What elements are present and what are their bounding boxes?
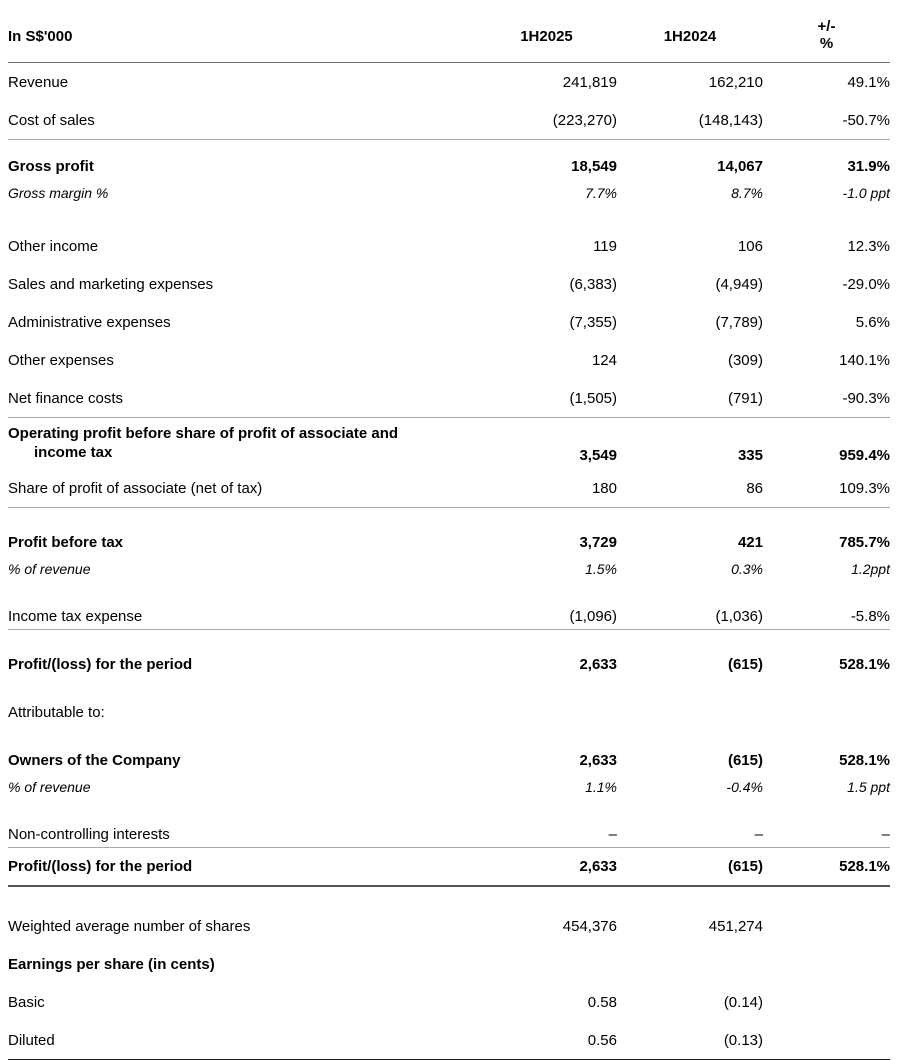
row-value-income-tax-variance: -5.8% <box>763 604 890 630</box>
row-label-net-finance-costs: Net finance costs <box>8 380 476 418</box>
row-value-profit-loss-total-variance: 528.1% <box>763 848 890 886</box>
row-value-other-expenses-1h2024: (309) <box>727 352 763 369</box>
table-row <box>8 908 890 946</box>
row-spacer <box>8 678 890 700</box>
spacer-cell <box>476 630 617 652</box>
row-label-sales-marketing-expenses: Sales and marketing expenses <box>8 276 214 293</box>
row-value-owners-variance: 528.1% <box>839 752 890 769</box>
table-row <box>8 848 890 886</box>
row-value-eps-basic-1h2025: 0.58 <box>587 994 617 1011</box>
row-label-attributable-to: Attributable to: <box>8 704 105 721</box>
row-value-weighted-shares-1h2024: 451,274 <box>708 918 763 935</box>
spacer-cell <box>763 886 890 908</box>
row-value-profit-loss-period-variance: 528.1% <box>839 656 890 673</box>
spacer-cell <box>8 886 476 908</box>
row-value-pct-revenue-pbt-variance: 1.2ppt <box>851 560 890 577</box>
spacer-cell <box>476 206 617 228</box>
row-spacer <box>8 726 890 748</box>
row-label-share-of-profit-associate: Share of profit of associate (net of tax) <box>8 470 476 508</box>
row-value-pct-revenue-owners-1h2024: -0.4% <box>726 778 763 795</box>
row-label-non-controlling-interests: Non-controlling interests <box>8 822 476 848</box>
spacer-cell <box>763 800 890 822</box>
table-row <box>8 556 890 582</box>
spacer-cell <box>476 508 617 530</box>
row-label-weighted-average-shares: Weighted average number of shares <box>8 918 251 935</box>
spacer-cell <box>617 140 763 154</box>
table-row <box>8 266 890 304</box>
row-value-net-finance-costs-1h2025: (1,505) <box>476 380 617 418</box>
row-value-profit-loss-period-1h2024: (615) <box>727 656 763 673</box>
spacer-cell <box>8 678 476 700</box>
table-header-row <box>8 10 890 63</box>
row-value-pct-revenue-pbt-1h2025: 1.5% <box>585 560 617 577</box>
row-label-earnings-per-share: Earnings per share (in cents) <box>8 956 215 973</box>
row-label-profit-loss-period: Profit/(loss) for the period <box>8 656 193 673</box>
spacer-cell <box>476 726 617 748</box>
spacer-cell <box>476 140 617 154</box>
spacer-cell <box>617 508 763 530</box>
column-header-variance <box>763 10 890 63</box>
row-value-profit-loss-total-1h2025: 2,633 <box>476 848 617 886</box>
row-value-owners-1h2024: (615) <box>727 752 763 769</box>
row-value-income-tax-1h2025: (1,096) <box>476 604 617 630</box>
spacer-cell <box>763 140 890 154</box>
row-value-pct-revenue-owners-variance: 1.5 ppt <box>847 778 890 795</box>
spacer-cell <box>476 678 617 700</box>
row-value-attributable-1h2025 <box>476 700 617 726</box>
row-spacer <box>8 630 890 652</box>
row-value-nci-1h2025: – <box>476 822 617 848</box>
row-value-pct-revenue-owners-1h2025: 1.1% <box>585 778 617 795</box>
row-spacer <box>8 508 890 530</box>
variance-header-percent: % <box>819 35 834 52</box>
row-spacer <box>8 582 890 604</box>
row-spacer <box>8 800 890 822</box>
row-value-pct-revenue-pbt-1h2024: 0.3% <box>731 560 763 577</box>
row-value-other-expenses-1h2025: 124 <box>591 352 617 369</box>
row-value-weighted-shares-1h2025: 454,376 <box>562 918 617 935</box>
spacer-cell <box>617 630 763 652</box>
row-spacer <box>8 206 890 228</box>
row-value-other-income-1h2024: 106 <box>737 238 763 255</box>
table-row <box>8 530 890 556</box>
table-row <box>8 63 890 102</box>
row-value-gross-profit-1h2025: 18,549 <box>571 158 617 175</box>
table-row <box>8 1022 890 1060</box>
row-value-cost-of-sales-variance: -50.7% <box>763 102 890 140</box>
row-value-eps-header-variance <box>763 946 890 984</box>
income-statement-table <box>8 10 890 1060</box>
row-value-gross-profit-variance: 31.9% <box>847 158 890 175</box>
row-value-share-of-profit-1h2025: 180 <box>476 470 617 508</box>
row-label-revenue: Revenue <box>8 73 69 91</box>
spacer-cell <box>8 582 476 604</box>
table-row <box>8 700 890 726</box>
spacer-cell <box>763 582 890 604</box>
column-header-year-prior: 1H2024 <box>617 10 763 63</box>
row-label-income-tax-expense: Income tax expense <box>8 604 476 630</box>
row-value-operating-profit-variance: 959.4% <box>839 446 890 464</box>
spacer-cell <box>763 726 890 748</box>
table-row <box>8 774 890 800</box>
row-label-gross-profit: Gross profit <box>8 158 94 175</box>
table-row <box>8 946 890 984</box>
row-label-gross-margin: Gross margin % <box>8 184 109 201</box>
row-value-eps-diluted-1h2024: (0.13) <box>723 1031 763 1049</box>
row-value-profit-before-tax-1h2024: 421 <box>737 534 763 551</box>
row-label-operating-profit <box>8 418 476 470</box>
row-value-net-finance-costs-variance: -90.3% <box>763 380 890 418</box>
row-value-profit-before-tax-variance: 785.7% <box>839 534 890 551</box>
spacer-cell <box>8 630 476 652</box>
row-label-pct-of-revenue-owners: % of revenue <box>8 778 91 795</box>
row-value-eps-basic-variance <box>763 984 890 1022</box>
row-value-administrative-1h2024: (7,789) <box>715 314 763 331</box>
row-value-eps-diluted-variance <box>763 1022 890 1060</box>
row-value-operating-profit-1h2024: 335 <box>737 446 763 464</box>
spacer-cell <box>8 508 476 530</box>
spacer-cell <box>8 140 476 154</box>
row-value-share-of-profit-variance: 109.3% <box>763 470 890 508</box>
row-value-administrative-variance: 5.6% <box>855 314 890 331</box>
row-value-sales-marketing-1h2024: (4,949) <box>715 276 763 293</box>
spacer-cell <box>476 800 617 822</box>
row-value-cost-of-sales-1h2025: (223,270) <box>476 102 617 140</box>
row-value-revenue-variance: 49.1% <box>847 73 890 91</box>
column-header-label: In S$'000 <box>8 10 476 63</box>
row-spacer <box>8 886 890 908</box>
column-header-year-current: 1H2025 <box>476 10 617 63</box>
spacer-cell <box>8 206 476 228</box>
row-value-profit-before-tax-1h2025: 3,729 <box>579 534 617 551</box>
table-row <box>8 604 890 630</box>
operating-profit-label-line2: income tax <box>34 443 113 461</box>
table-row <box>8 380 890 418</box>
table-row <box>8 418 890 470</box>
row-value-administrative-1h2025: (7,355) <box>569 314 617 331</box>
row-value-net-finance-costs-1h2024: (791) <box>617 380 763 418</box>
table-row <box>8 822 890 848</box>
row-label-pct-of-revenue-pbt: % of revenue <box>8 560 91 577</box>
row-value-sales-marketing-variance: -29.0% <box>842 276 890 293</box>
row-value-nci-1h2024: – <box>617 822 763 848</box>
row-value-eps-diluted-1h2025: 0.56 <box>587 1031 617 1049</box>
row-value-gross-profit-1h2024: 14,067 <box>717 158 763 175</box>
spacer-cell <box>617 582 763 604</box>
row-value-profit-loss-period-1h2025: 2,633 <box>579 656 617 673</box>
row-label-owners-of-company: Owners of the Company <box>8 752 181 769</box>
row-label-eps-basic: Basic <box>8 994 45 1011</box>
table-row <box>8 748 890 774</box>
spacer-cell <box>763 630 890 652</box>
row-value-nci-variance: – <box>763 822 890 848</box>
row-label-profit-before-tax: Profit before tax <box>8 534 124 551</box>
variance-header-symbol: +/- <box>817 18 836 36</box>
spacer-cell <box>617 678 763 700</box>
row-value-income-tax-1h2024: (1,036) <box>617 604 763 630</box>
spacer-cell <box>476 582 617 604</box>
row-value-revenue-1h2024: 162,210 <box>708 73 763 91</box>
spacer-cell <box>763 508 890 530</box>
row-spacer <box>8 140 890 154</box>
spacer-cell <box>8 726 476 748</box>
spacer-cell <box>8 800 476 822</box>
row-value-gross-margin-1h2024: 8.7% <box>731 184 763 201</box>
spacer-cell <box>617 800 763 822</box>
table-row <box>8 154 890 180</box>
row-label-eps-diluted: Diluted <box>8 1031 55 1049</box>
row-value-other-income-variance: 12.3% <box>847 238 890 255</box>
spacer-cell <box>763 678 890 700</box>
row-value-eps-header-1h2025 <box>476 946 617 984</box>
table-row <box>8 652 890 678</box>
row-value-weighted-shares-variance <box>763 908 890 946</box>
row-value-eps-basic-1h2024: (0.14) <box>723 994 763 1011</box>
spacer-cell <box>476 886 617 908</box>
row-value-other-expenses-variance: 140.1% <box>839 352 890 369</box>
table-row <box>8 180 890 206</box>
row-value-gross-margin-1h2025: 7.7% <box>585 184 617 201</box>
row-value-cost-of-sales-1h2024: (148,143) <box>617 102 763 140</box>
row-label-cost-of-sales: Cost of sales <box>8 102 476 140</box>
row-label-administrative-expenses: Administrative expenses <box>8 314 171 331</box>
table-row <box>8 342 890 380</box>
row-value-eps-header-1h2024 <box>617 946 763 984</box>
row-value-owners-1h2025: 2,633 <box>579 752 617 769</box>
table-row <box>8 984 890 1022</box>
spacer-cell <box>763 206 890 228</box>
row-value-operating-profit-1h2025: 3,549 <box>579 446 617 464</box>
spacer-cell <box>617 886 763 908</box>
table-row <box>8 102 890 140</box>
table-row <box>8 304 890 342</box>
row-value-attributable-variance <box>763 700 890 726</box>
operating-profit-label-line1: Operating profit before share of profit of associate and <box>8 425 399 442</box>
spacer-cell <box>617 206 763 228</box>
table-row <box>8 228 890 266</box>
row-label-other-income: Other income <box>8 238 99 255</box>
row-value-gross-margin-variance: -1.0 ppt <box>842 184 890 201</box>
row-value-attributable-1h2024 <box>617 700 763 726</box>
row-value-revenue-1h2025: 241,819 <box>562 73 617 91</box>
row-value-profit-loss-total-1h2024: (615) <box>617 848 763 886</box>
spacer-cell <box>617 726 763 748</box>
row-value-sales-marketing-1h2025: (6,383) <box>569 276 617 293</box>
row-label-other-expenses: Other expenses <box>8 352 114 369</box>
row-value-other-income-1h2025: 119 <box>593 238 617 255</box>
row-value-share-of-profit-1h2024: 86 <box>617 470 763 508</box>
table-row <box>8 470 890 508</box>
row-label-profit-loss-period-total: Profit/(loss) for the period <box>8 848 476 886</box>
